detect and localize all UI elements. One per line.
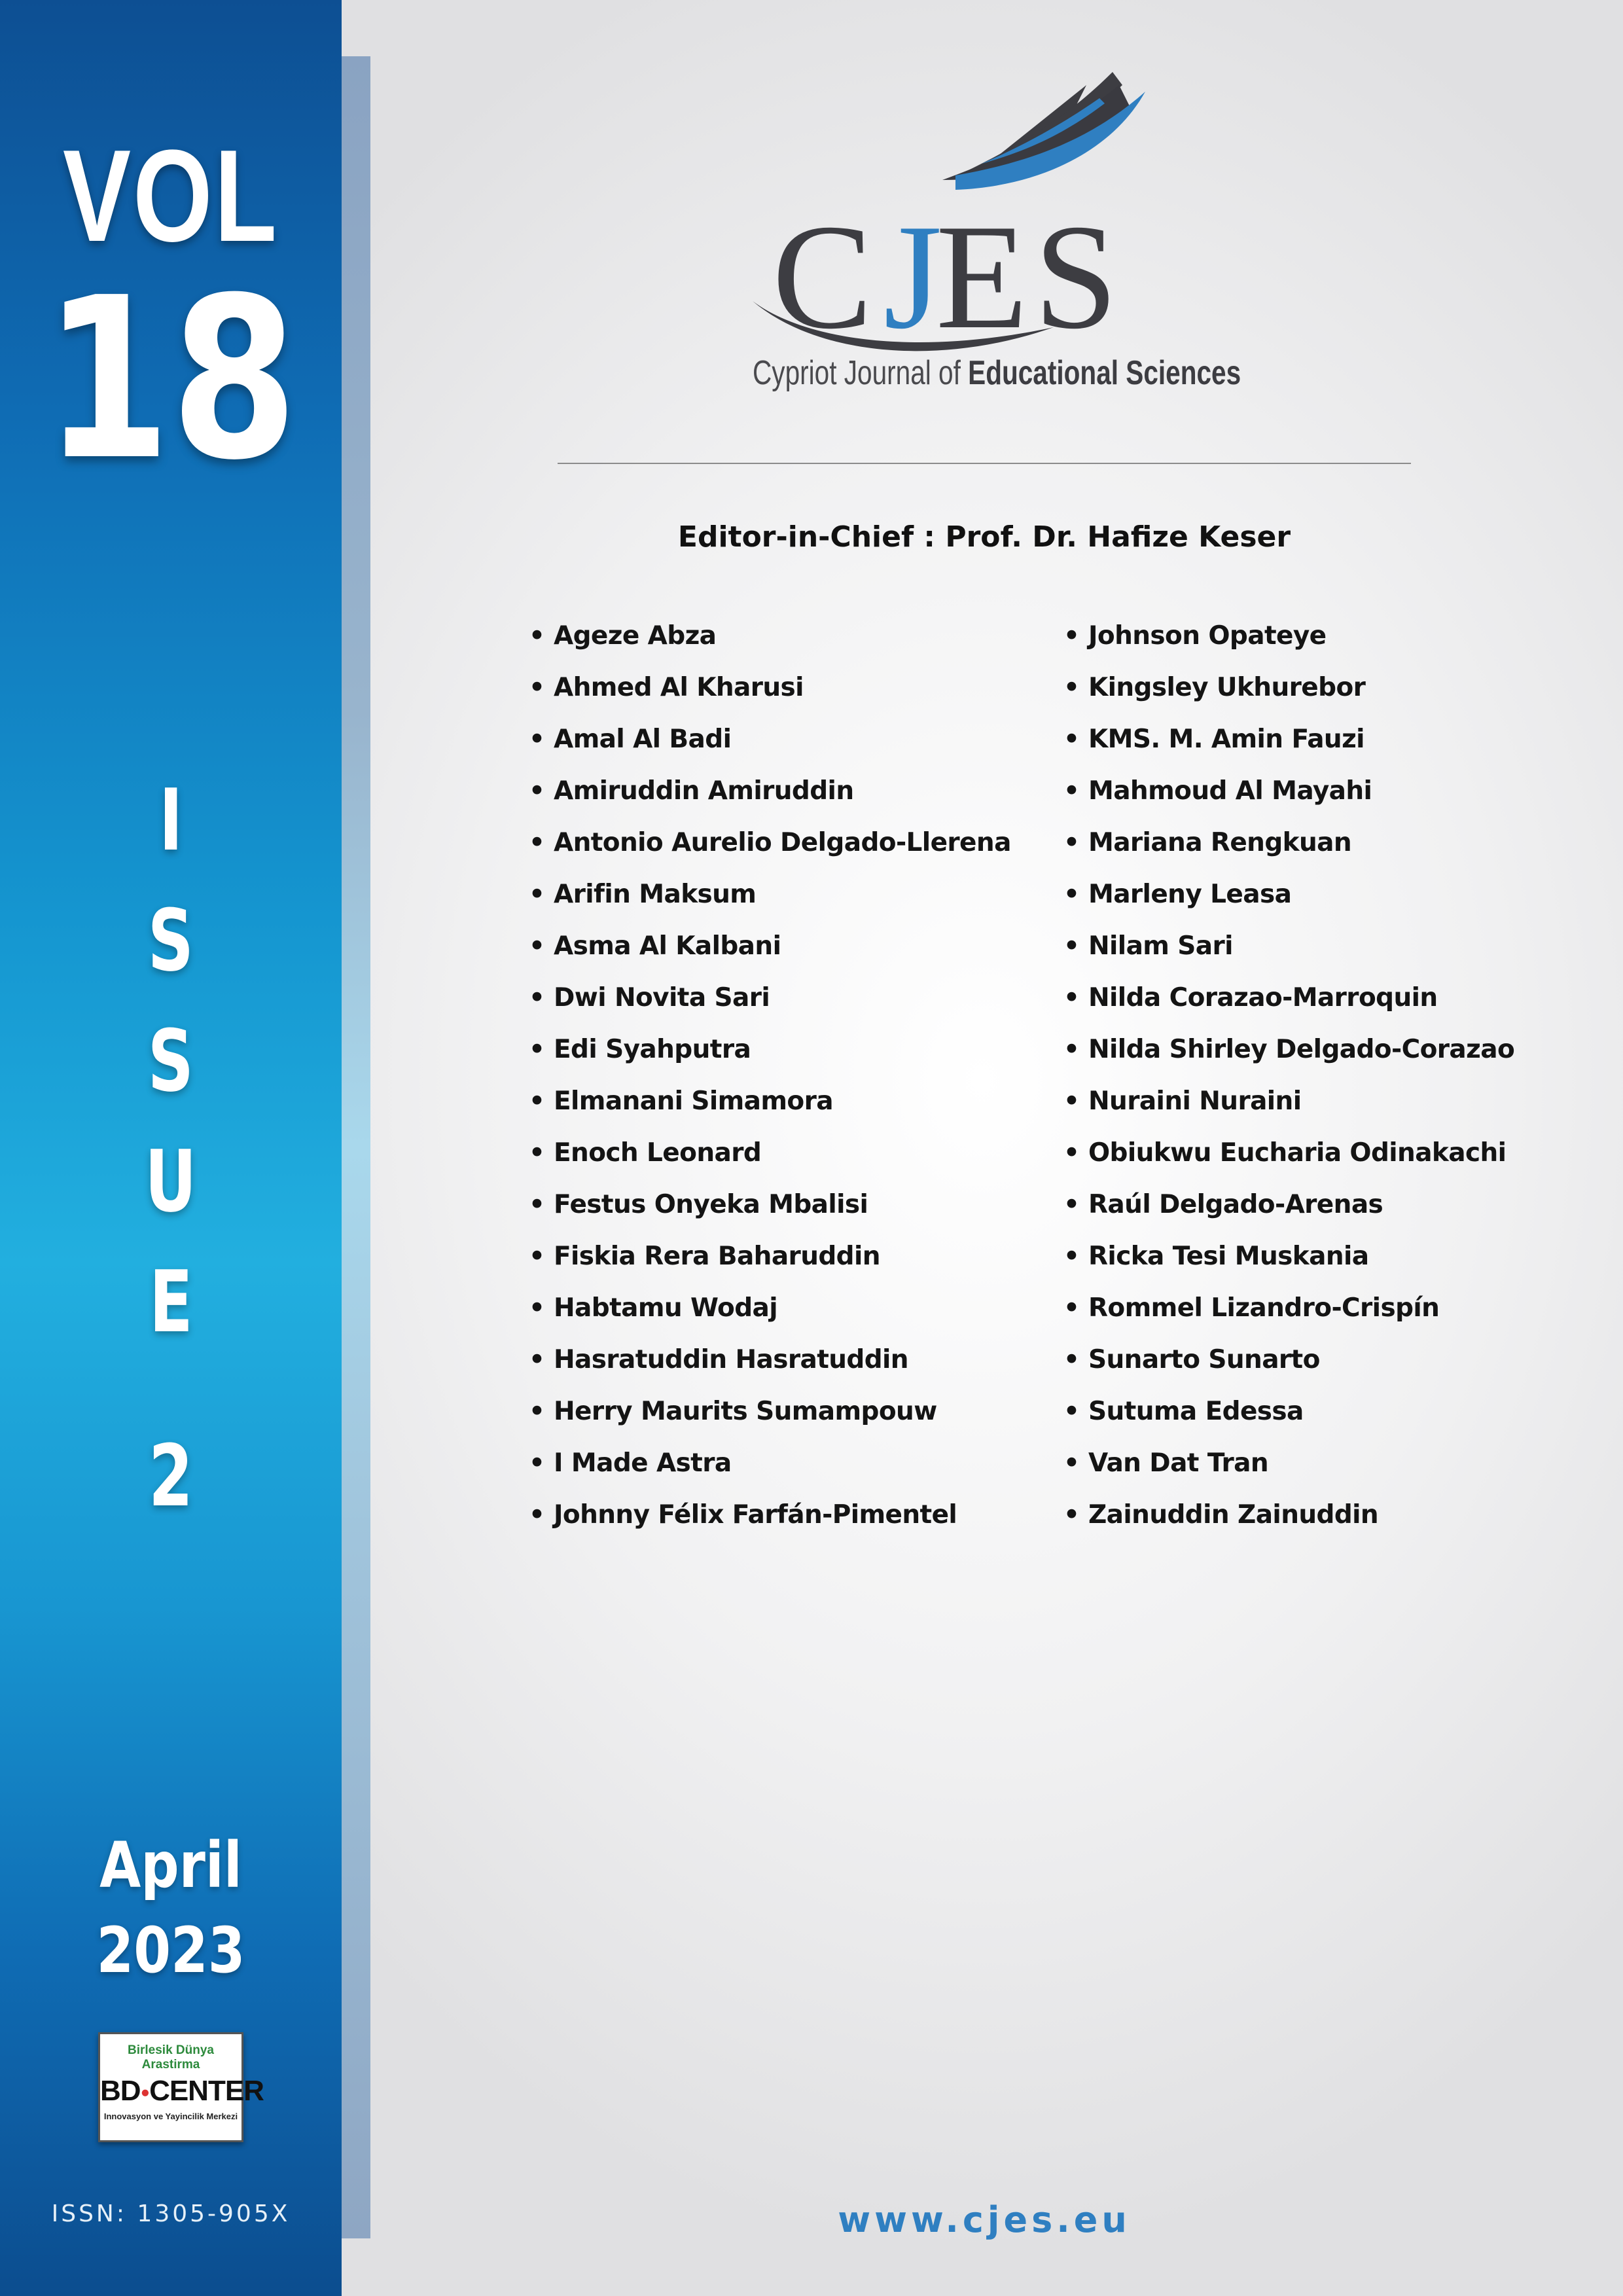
website-link[interactable]: www.cjes.eu: [838, 2199, 1131, 2240]
editor-list-item: [1063, 671, 1613, 723]
sidebar-shadow-strip: [342, 56, 370, 2238]
bd-dot-icon: ●: [140, 2083, 150, 2102]
logo-letter-e: E: [936, 193, 1028, 360]
editor-list-item: [529, 723, 1046, 774]
bullet-icon: •: [529, 725, 545, 754]
editor-name: Amiruddin Amiruddin: [554, 776, 854, 806]
editor-name: Ahmed Al Kharusi: [554, 673, 804, 702]
journal-name-bold: Educational Sciences: [968, 354, 1241, 392]
bullet-icon: •: [1063, 621, 1080, 651]
editor-list-item: [529, 1136, 1046, 1188]
bullet-icon: •: [529, 673, 545, 702]
editor-list-item: [529, 1343, 1046, 1395]
editor-list-item: [529, 981, 1046, 1033]
bullet-icon: •: [529, 1500, 545, 1530]
journal-name-regular: Cypriot Journal of: [753, 354, 961, 392]
bullet-icon: •: [1063, 1448, 1080, 1478]
editor-list-item: [1063, 981, 1613, 1033]
editor-list-item: [529, 1498, 1046, 1550]
editor-name: Dwi Novita Sari: [554, 983, 770, 1013]
editor-list-item: [1063, 1446, 1613, 1498]
editor-list-item: [1063, 1395, 1613, 1446]
editor-name: Obiukwu Eucharia Odinakachi: [1088, 1138, 1507, 1168]
editor-name: Rommel Lizandro-Crispín: [1088, 1293, 1440, 1323]
bullet-icon: •: [1063, 1345, 1080, 1374]
logo-letter-c: C: [772, 193, 873, 360]
editor-list-item: [1063, 1291, 1613, 1343]
bullet-icon: •: [1063, 1035, 1080, 1064]
editor-name: Van Dat Tran: [1088, 1448, 1269, 1478]
editor-name: Nilda Shirley Delgado-Corazao: [1088, 1035, 1515, 1064]
editor-name: Raúl Delgado-Arenas: [1088, 1190, 1383, 1219]
editor-name: Marleny Leasa: [1088, 880, 1292, 909]
editor-list-item: [1063, 619, 1613, 671]
logo-letter-s: S: [1034, 193, 1118, 360]
bullet-icon: •: [529, 1242, 545, 1271]
editor-list-right: [1063, 619, 1613, 1550]
editor-name: Amal Al Badi: [554, 725, 732, 754]
editor-list-item: [1063, 1188, 1613, 1240]
editor-name: Elmanani Simamora: [554, 1086, 833, 1116]
editor-name: Johnson Opateye: [1088, 621, 1327, 651]
bullet-icon: •: [1063, 880, 1080, 909]
bullet-icon: •: [1063, 931, 1080, 961]
volume-label: VOL: [62, 123, 279, 269]
editor-name: Ageze Abza: [554, 621, 717, 651]
editor-name: Kingsley Ukhurebor: [1088, 673, 1366, 702]
editor-list-item: [1063, 1498, 1613, 1550]
editor-list-item: [1063, 1033, 1613, 1085]
bullet-icon: •: [529, 880, 545, 909]
editor-list-left: [529, 619, 1046, 1550]
editor-list-item: [529, 1395, 1046, 1446]
editor-in-chief: Editor-in-Chief : Prof. Dr. Hafize Keser: [677, 520, 1291, 554]
editor-name: Zainuddin Zainuddin: [1088, 1500, 1379, 1530]
editor-list-item: [1063, 878, 1613, 929]
issue-letter: U: [145, 1132, 197, 1231]
bullet-icon: •: [1063, 1397, 1080, 1426]
bullet-icon: •: [1063, 1086, 1080, 1116]
editor-list-item: [529, 1033, 1046, 1085]
bullet-icon: •: [1063, 673, 1080, 702]
logo-letter-j: J: [883, 193, 942, 360]
editor-list-item: [1063, 1240, 1613, 1291]
bd-center-logo: [98, 2032, 264, 2142]
bullet-icon: •: [1063, 828, 1080, 857]
cover-sidebar: [0, 0, 342, 2296]
editor-list-item: [529, 929, 1046, 981]
bullet-icon: •: [529, 1086, 545, 1116]
issue-label: [0, 771, 342, 1373]
bd-center-name-right: CENTER: [149, 2075, 264, 2107]
editor-name: Nuraini Nuraini: [1088, 1086, 1302, 1116]
editor-name: Ricka Tesi Muskania: [1088, 1242, 1369, 1271]
bullet-icon: •: [529, 1190, 545, 1219]
publication-year: 2023: [96, 1914, 245, 1987]
bd-center-name: [100, 2072, 264, 2111]
issn: ISSN: 1305-905X: [51, 2200, 291, 2227]
bullet-icon: •: [529, 621, 545, 651]
editor-list-item: [1063, 929, 1613, 981]
bd-center-bottom-text: Innovasyon ve Yayincilik Merkezi: [103, 2111, 238, 2122]
bd-center-name-left: BD: [100, 2075, 141, 2107]
editor-name: Asma Al Kalbani: [554, 931, 781, 961]
editor-name: Festus Onyeka Mbalisi: [554, 1190, 868, 1219]
editor-list-item: [529, 619, 1046, 671]
editor-name: Nilam Sari: [1088, 931, 1233, 961]
issue-letter: I: [158, 770, 183, 870]
issue-letter: E: [149, 1252, 193, 1352]
bullet-icon: •: [529, 1138, 545, 1168]
editor-list-item: [529, 878, 1046, 929]
publication-month: April: [99, 1829, 242, 1902]
bullet-icon: •: [529, 1448, 545, 1478]
bullet-icon: •: [1063, 725, 1080, 754]
editor-name: Sunarto Sunarto: [1088, 1345, 1320, 1374]
editor-list-item: [1063, 826, 1613, 878]
editor-name: Antonio Aurelio Delgado-Llerena: [554, 828, 1011, 857]
bullet-icon: •: [1063, 1190, 1080, 1219]
bullet-icon: •: [1063, 776, 1080, 806]
journal-name: [753, 353, 1241, 393]
editor-name: Edi Syahputra: [554, 1035, 751, 1064]
editor-list-item: [529, 671, 1046, 723]
editor-name: Johnny Félix Farfán-Pimentel: [554, 1500, 957, 1530]
editor-list-item: [1063, 1343, 1613, 1395]
bullet-icon: •: [1063, 1293, 1080, 1323]
editor-name: KMS. M. Amin Fauzi: [1088, 725, 1364, 754]
bd-center-top-text: Birlesik Dünya Arastirma: [128, 2043, 214, 2072]
volume-number: 18: [44, 250, 298, 509]
issue-number: 2: [149, 1426, 193, 1526]
editor-name: Habtamu Wodaj: [554, 1293, 778, 1323]
editor-name: Enoch Leonard: [554, 1138, 762, 1168]
issue-letter: S: [147, 891, 194, 990]
bullet-icon: •: [529, 983, 545, 1013]
editor-name: Herry Maurits Sumampouw: [554, 1397, 937, 1426]
editor-list-item: [529, 1446, 1046, 1498]
editor-name: Arifin Maksum: [554, 880, 757, 909]
editor-list-item: [1063, 723, 1613, 774]
bullet-icon: •: [529, 776, 545, 806]
editor-name: Mariana Rengkuan: [1088, 828, 1352, 857]
bullet-icon: •: [529, 1345, 545, 1374]
bullet-icon: •: [1063, 1242, 1080, 1271]
editor-list-item: [529, 1188, 1046, 1240]
bullet-icon: •: [529, 828, 545, 857]
editor-list-item: [1063, 1085, 1613, 1136]
editor-name: Nilda Corazao-Marroquin: [1088, 983, 1438, 1013]
bullet-icon: •: [1063, 1138, 1080, 1168]
editor-name: Mahmoud Al Mayahi: [1088, 776, 1372, 806]
bullet-icon: •: [529, 931, 545, 961]
editor-list-item: [529, 826, 1046, 878]
bullet-icon: •: [1063, 1500, 1080, 1530]
bullet-icon: •: [529, 1035, 545, 1064]
editor-list-item: [529, 1085, 1046, 1136]
issue-letter: S: [147, 1011, 194, 1111]
header-divider: [558, 463, 1411, 464]
editor-list-item: [529, 1291, 1046, 1343]
editor-list-item: [529, 1240, 1046, 1291]
bullet-icon: •: [529, 1293, 545, 1323]
editor-name: Sutuma Edessa: [1088, 1397, 1304, 1426]
editor-list-item: [529, 774, 1046, 826]
editor-name: Hasratuddin Hasratuddin: [554, 1345, 908, 1374]
editor-name: Fiskia Rera Baharuddin: [554, 1242, 880, 1271]
bullet-icon: •: [1063, 983, 1080, 1013]
editor-name: I Made Astra: [554, 1448, 732, 1478]
editor-list-item: [1063, 774, 1613, 826]
bullet-icon: •: [529, 1397, 545, 1426]
editor-list-item: [1063, 1136, 1613, 1188]
